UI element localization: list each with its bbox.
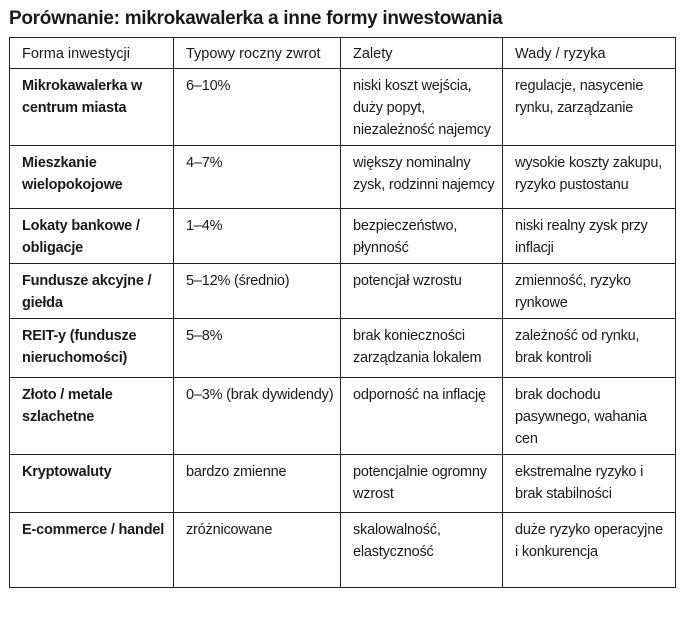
- header-pros: Zalety: [341, 38, 503, 69]
- cell-return: bardzo zmienne: [174, 455, 341, 513]
- cell-return: 5–8%: [174, 319, 341, 378]
- table-row: [10, 319, 676, 378]
- cell-form: Kryptowaluty: [10, 455, 174, 513]
- cell-form: Złoto / metale szlachetne: [10, 378, 174, 455]
- cell-cons: zależność od rynku, brak kontroli: [503, 319, 676, 378]
- cell-pros: niski koszt wejścia, duży popyt, niezależność najemcy: [341, 69, 503, 146]
- cell-pros: potencjał wzrostu: [341, 264, 503, 319]
- header-cons: Wady / ryzyka: [503, 38, 676, 69]
- cell-return: 5–12% (średnio): [174, 264, 341, 319]
- cell-form: E-commerce / handel: [10, 513, 174, 588]
- table-header-row: [10, 38, 676, 69]
- page-title: Porównanie: mikrokawalerka a inne formy inwestowania: [9, 8, 503, 29]
- cell-pros: potencjalnie ogromny wzrost: [341, 455, 503, 513]
- cell-form: Fundusze akcyjne / giełda: [10, 264, 174, 319]
- cell-return: 4–7%: [174, 146, 341, 209]
- table-row: [10, 146, 676, 209]
- table-row: [10, 455, 676, 513]
- table-row: [10, 69, 676, 146]
- cell-cons: wysokie koszty zakupu, ryzyko pustostanu: [503, 146, 676, 209]
- table-row: [10, 264, 676, 319]
- cell-pros: odporność na inflację: [341, 378, 503, 455]
- cell-return: 6–10%: [174, 69, 341, 146]
- cell-form: Mieszkanie wielopokojowe: [10, 146, 174, 209]
- cell-return: 0–3% (brak dywidendy): [174, 378, 341, 455]
- table-row: [10, 209, 676, 264]
- header-return: Typowy roczny zwrot: [174, 38, 341, 69]
- cell-cons: duże ryzyko operacyjne i konkurencja: [503, 513, 676, 588]
- cell-return: zróżnicowane: [174, 513, 341, 588]
- table-row: [10, 513, 676, 588]
- cell-cons: ekstremalne ryzyko i brak stabilności: [503, 455, 676, 513]
- cell-pros: większy nominalny zysk, rodzinni najemcy: [341, 146, 503, 209]
- cell-cons: niski realny zysk przy inflacji: [503, 209, 676, 264]
- header-form: Forma inwestycji: [10, 38, 174, 69]
- cell-cons: regulacje, nasycenie rynku, zarządzanie: [503, 69, 676, 146]
- cell-pros: bezpieczeństwo, płynność: [341, 209, 503, 264]
- cell-cons: brak dochodu pasywnego, wahania cen: [503, 378, 676, 455]
- table-row: [10, 378, 676, 455]
- cell-form: Lokaty bankowe / obligacje: [10, 209, 174, 264]
- comparison-table: [9, 37, 676, 588]
- cell-pros: brak konieczności zarządzania lokalem: [341, 319, 503, 378]
- cell-form: REIT-y (fundusze nieruchomości): [10, 319, 174, 378]
- cell-pros: skalowalność, elastyczność: [341, 513, 503, 588]
- cell-return: 1–4%: [174, 209, 341, 264]
- cell-cons: zmienność, ryzyko rynkowe: [503, 264, 676, 319]
- cell-form: Mikrokawalerka w centrum miasta: [10, 69, 174, 146]
